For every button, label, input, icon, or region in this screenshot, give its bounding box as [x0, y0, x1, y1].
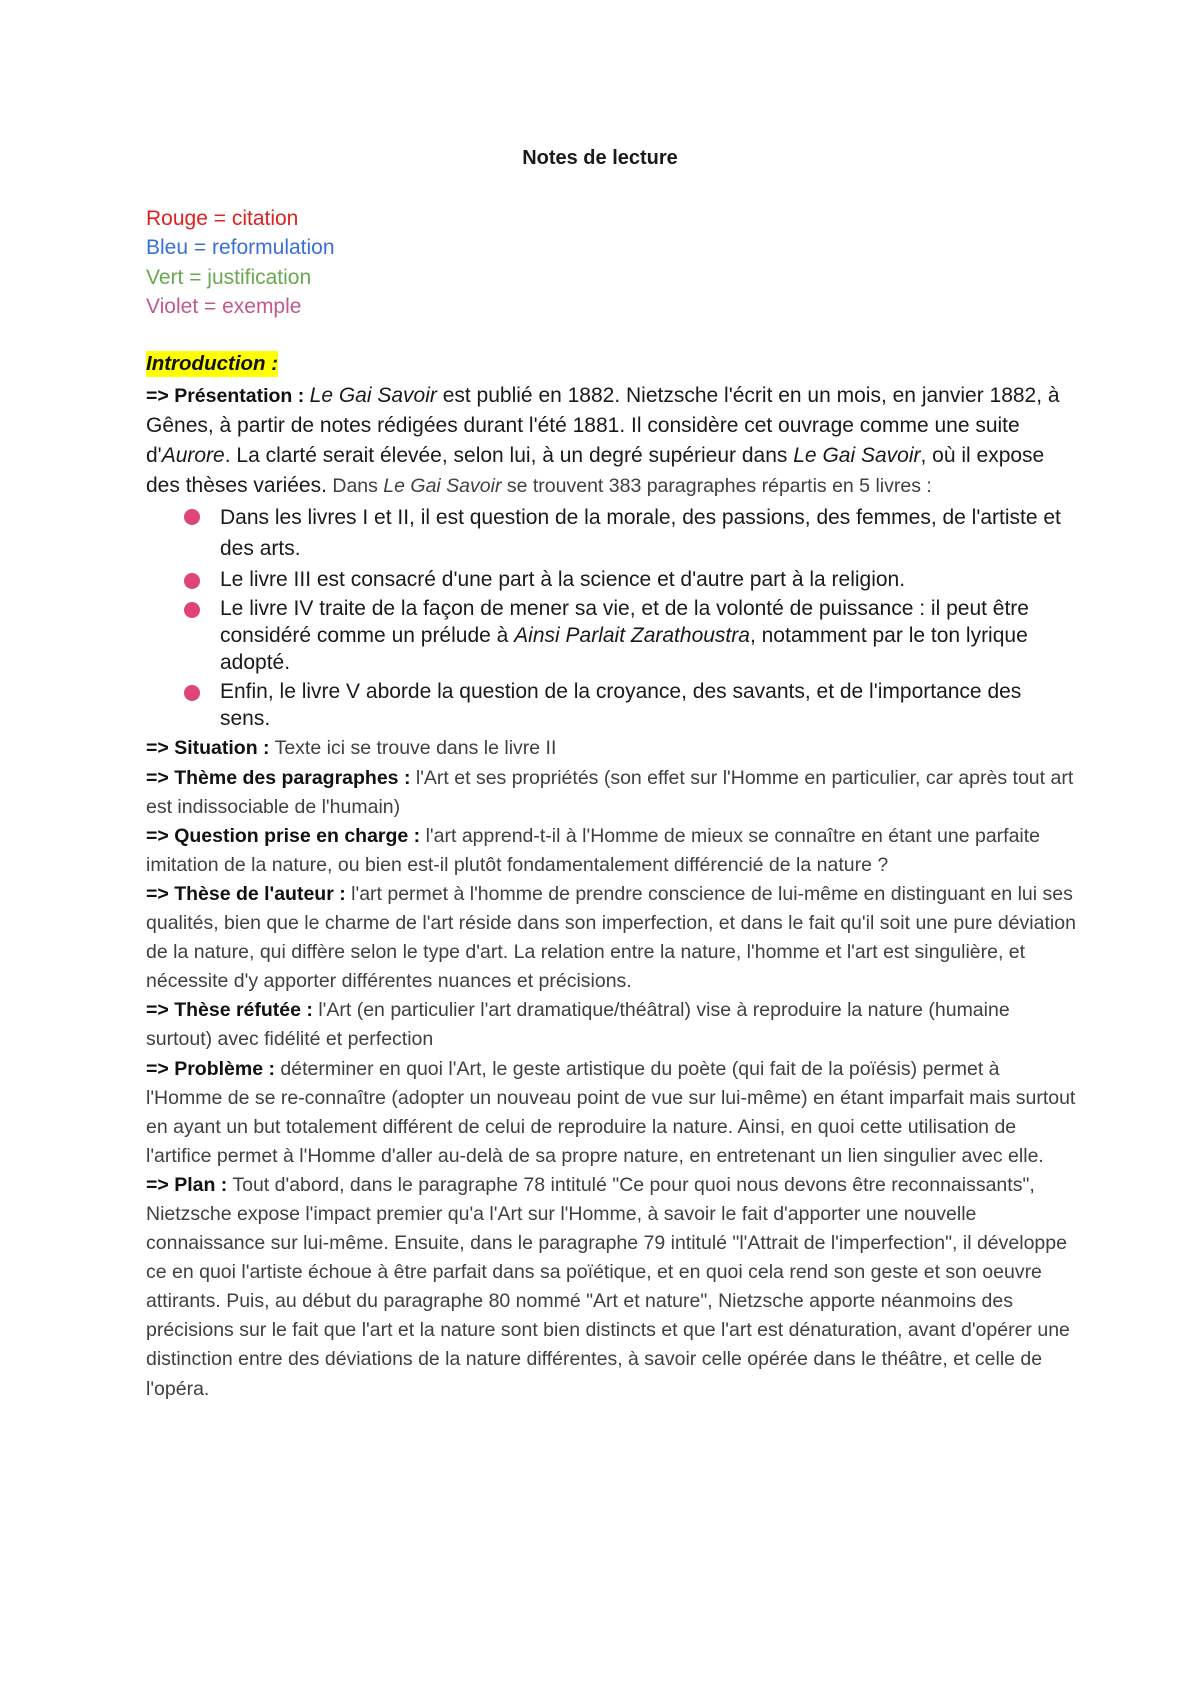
section-label: => Plan :	[146, 1173, 228, 1196]
presentation-text-1: est publié en 1882. Nietzsche l'écrit en un mois, en janvier 1882, à Gênes, à partir de notes rédigées durant l'été 1881. Il considère cet ouvrage comme une suite d'	[146, 384, 1060, 468]
bullet-icon	[184, 509, 200, 525]
section-situation	[146, 734, 1076, 763]
book-title-aurore: Aurore	[161, 444, 225, 468]
legend-bleu: Bleu = reformulation	[146, 236, 335, 260]
section-label: => Problème :	[146, 1057, 275, 1080]
list-item	[146, 502, 1076, 564]
section-text: l'art apprend-t-il à l'Homme de mieux se connaître en étant une parfaite imitation de la nature, ou bien est-il plutôt fondamentalement différencié de la nature ?	[146, 824, 1041, 876]
intro-heading: Introduction :	[146, 352, 279, 375]
book-title-1: Le Gai Savoir	[309, 384, 437, 408]
presentation-label: => Présentation :	[146, 385, 305, 408]
section-text: l'art permet à l'homme de prendre conscience de lui-même en distinguant en lui ses qualités, bien que le charme de l'art réside dans son imperfection, et dans le fait qu'il soit une pure déviation de la nature, qui diffère selon le type d'art. La relation entre la nature, l'homme et l'art est singulière, et nécessite d'y apporter différentes nuances et précisions.	[146, 882, 1076, 993]
section-plan	[146, 1171, 1076, 1404]
legend-violet: Violet = exemple	[146, 294, 302, 318]
section-text: l'Art (en particulier l'art dramatique/théâtral) vise à reproduire la nature (humaine surtout) avec fidélité et perfection	[146, 999, 1010, 1051]
notes-content	[146, 350, 1076, 1404]
book-item-text: , notamment par le ton lyrique adopté.	[220, 624, 1028, 675]
section-theme	[146, 764, 1076, 822]
color-legend	[146, 204, 335, 321]
section-label: => Situation :	[146, 737, 270, 760]
book-title-2: Le Gai Savoir	[793, 444, 921, 468]
books-list	[146, 502, 1076, 732]
bullet-icon	[184, 685, 200, 701]
presentation-text-3: , où il expose des thèses variées.	[146, 444, 1045, 498]
section-label: => Thème des paragraphes :	[146, 766, 411, 789]
presentation-text-5: se trouvent 383 paragraphes répartis en 5 livres :	[501, 475, 932, 498]
section-text: l'Art et ses propriétés (son effet sur l'Homme en particulier, car après tout art est indissociable de l'humain)	[146, 766, 1074, 818]
section-probleme	[146, 1055, 1076, 1171]
list-item	[146, 595, 1076, 676]
section-these-auteur	[146, 880, 1076, 996]
book-title-3: Le Gai Savoir	[383, 475, 502, 498]
book-item-text: Le livre IV traite de la façon de mener sa vie, et de la volonté de puissance : il peut être considéré comme un prélude à	[220, 597, 1029, 648]
list-item	[146, 566, 1076, 593]
section-text: déterminer en quoi l'Art, le geste artistique du poète (qui fait de la poïésis) permet à l'Homme de se re-connaître (adopter un nouveau point de vue sur lui-même) en étant imparfait mais surtout en ayant un but totalement différent de celui de reproduire la nature. Ainsi, en quoi cette utilisation de l'artifice permet à l'Homme d'aller au-delà de sa propre nature, en entretenant un lien singulier avec elle.	[146, 1057, 1076, 1167]
section-text: Texte ici se trouve dans le livre II	[269, 737, 557, 760]
presentation-text-4: Dans	[326, 475, 384, 498]
section-question	[146, 822, 1076, 880]
presentation-paragraph	[146, 381, 1076, 501]
intro-heading-line	[146, 350, 1076, 379]
section-label: => Thèse réfutée :	[146, 999, 313, 1022]
list-item	[146, 678, 1076, 732]
book-item-text: Enfin, le livre V aborde la question de la croyance, des savants, et de l'importance des sens.	[220, 680, 1022, 731]
bullet-icon	[184, 573, 200, 589]
book-item-text: Dans les livres I et II, il est question de la morale, des passions, des femmes, de l'artiste et des arts.	[220, 506, 1061, 561]
book-item-text: Le livre III est consacré d'une part à la science et d'autre part à la religion.	[220, 568, 906, 592]
legend-vert: Vert = justification	[146, 265, 312, 289]
presentation-text-2: . La clarté serait élevée, selon lui, à un degré supérieur dans	[224, 444, 794, 468]
book-title-zarathoustra: Ainsi Parlait Zarathoustra	[514, 624, 750, 648]
section-these-refutee	[146, 996, 1076, 1054]
section-text: Tout d'abord, dans le paragraphe 78 intitulé "Ce pour quoi nous devons être reconnaissants", Nietzsche expose l'impact premier qu'a l'Art sur l'Homme, à savoir le fait d'apporter une nouvelle connaissance sur lui-même. Ensuite, dans le paragraphe 79 intitulé "l'Attrait de l'imperfection", il développe ce en quoi l'artiste échoue à être parfait dans sa poïétique, et en quoi cela rend son geste et son oeuvre attirants. Puis, au début du paragraphe 80 nommé "Art et nature", Nietzsche apporte néanmoins des précisions sur le fait que l'art et la nature sont bien distincts et que l'art est dénaturation, avant d'opérer une distinction entre des déviations de la nature différentes, à savoir celle opérée dans le théâtre, et celle de l'opéra.	[146, 1173, 1070, 1400]
section-label: => Question prise en charge :	[146, 824, 421, 847]
legend-rouge: Rouge = citation	[146, 207, 299, 230]
page-title: Notes de lecture	[522, 147, 678, 169]
bullet-icon	[184, 602, 200, 618]
section-label: => Thèse de l'auteur :	[146, 882, 346, 905]
